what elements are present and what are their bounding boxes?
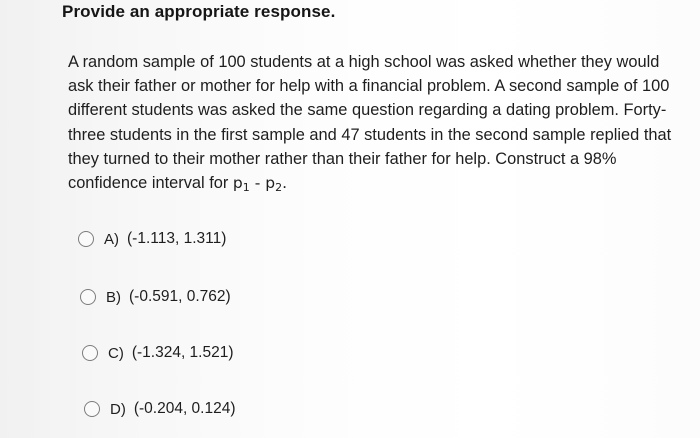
math-expression <box>232 174 287 195</box>
option-label: C) <box>108 344 124 362</box>
radio-button-d[interactable] <box>84 401 100 417</box>
question-line: different students was asked the same question regarding a dating problem. Forty- <box>68 101 667 120</box>
radio-button-b[interactable] <box>80 289 96 305</box>
option-value: (-0.591, 0.762) <box>129 288 231 305</box>
option-label: D) <box>110 400 126 418</box>
p1-symbol: p <box>232 174 243 193</box>
radio-button-a[interactable] <box>78 231 94 247</box>
option-value: (-0.204, 0.124) <box>133 400 236 417</box>
radio-button-c[interactable] <box>82 345 98 361</box>
option-value: (-1.324, 1.521) <box>131 344 234 361</box>
question-line-last <box>68 171 678 200</box>
period: . <box>282 174 287 193</box>
question-text <box>68 50 678 200</box>
p1-subscript: 1 <box>242 181 250 195</box>
question-line: three students in the first sample and 47 students in the second sample replied that <box>68 125 672 144</box>
option-label: A) <box>104 230 119 248</box>
option-value: (-1.113, 1.311) <box>127 230 227 247</box>
question-line: A random sample of 100 students at a high school was asked whether they would <box>68 53 660 71</box>
option-d[interactable] <box>84 400 236 418</box>
option-label: B) <box>106 288 121 306</box>
instruction-heading: Provide an appropriate response. <box>62 2 336 21</box>
p2-subscript: 2 <box>275 181 283 195</box>
option-b[interactable] <box>80 288 231 306</box>
option-a[interactable] <box>78 230 226 248</box>
option-c[interactable] <box>82 344 234 362</box>
question-line: they turned to their mother rather than their father for help. Construct a 98% <box>68 149 617 168</box>
question-line: ask their father or mother for help with a financial problem. A second sample of 100 <box>68 77 670 96</box>
minus-sign: - <box>249 174 266 193</box>
question-line-prefix: confidence interval for <box>68 174 233 193</box>
p2-symbol: p <box>265 174 276 193</box>
